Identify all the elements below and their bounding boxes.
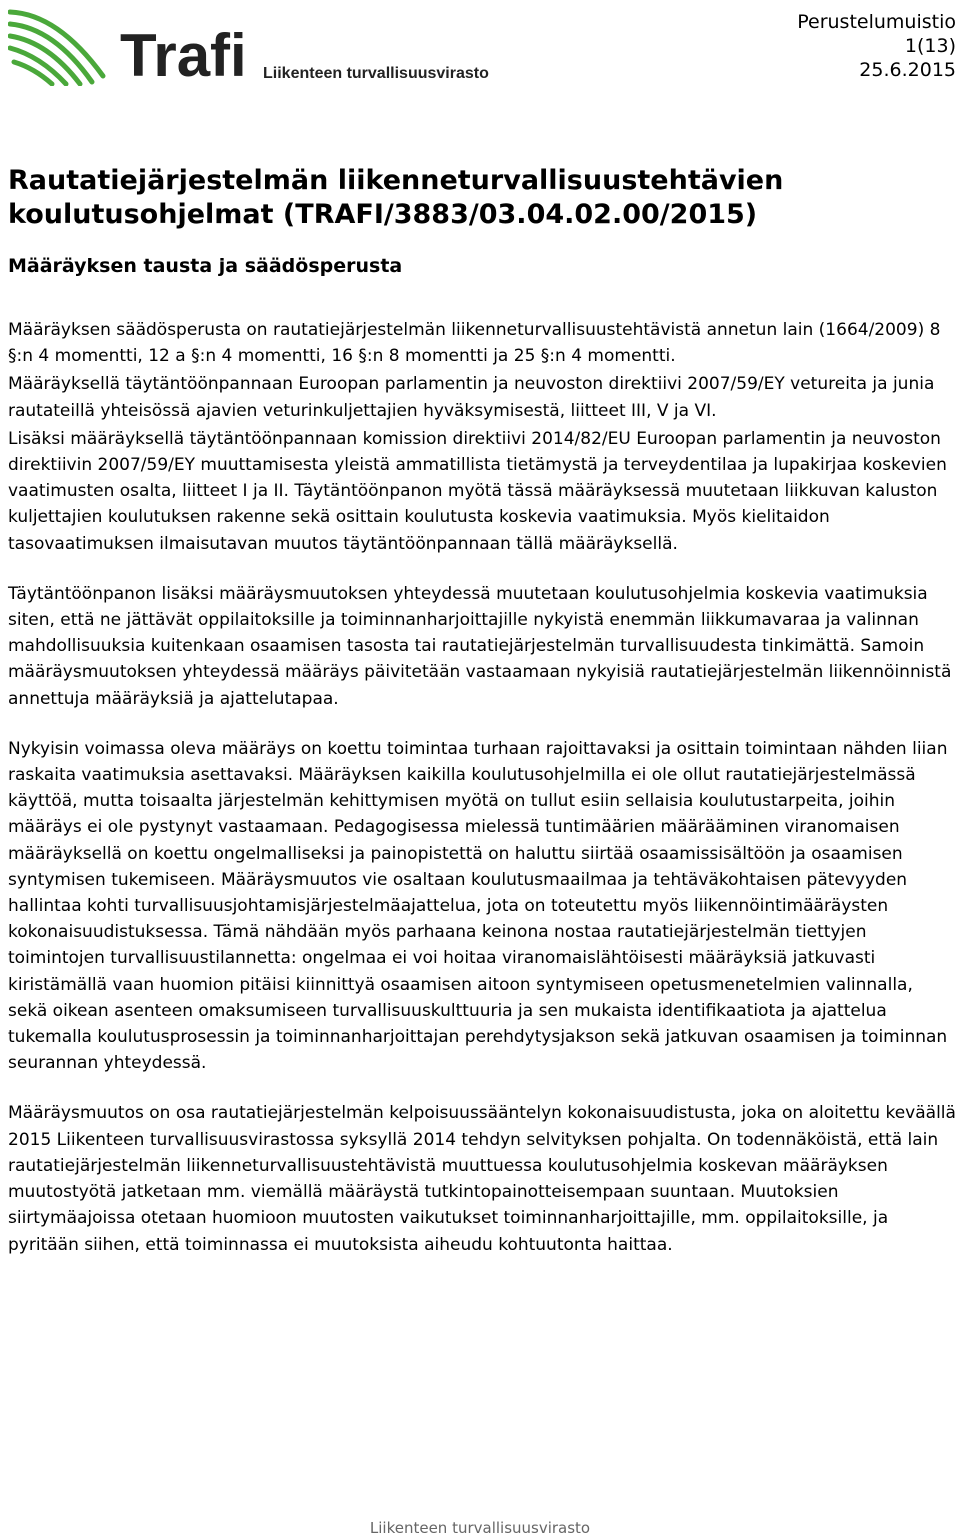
paragraph-directive-2007-59: Määräyksellä täytäntöönpannaan Euroopan parlamentin ja neuvoston direktiivi 2007/59/EY vetureita ja junia rautateillä yhteisössä ajavien veturinkuljettajien hyväksymisestä, liitteet III, V ja VI. bbox=[8, 374, 935, 421]
document-type: Perustelumuistio bbox=[797, 11, 956, 33]
paragraph-directive-2014-82: Lisäksi määräyksellä täytäntöönpannaan komission direktiivi 2014/82/EU Euroopan parlamentin ja neuvoston direktiivin 2007/59/EY muuttamisesta yleistä ammatillista tietämystä ja terveydentilaa ja lupakirjaa koskevien vaatimusten osalta, liitteet I ja II. Täytäntöönpanon myötä tässä määräyksessä muutetaan liikkuvan kaluston kuljettajien koulutuksen rakenne sekä osittain koulutusta koskevia vaatimuksia. Myös kielitaidon tasovaatimuksen ilmaisutavan muutos täytäntöönpannaan tällä määräyksellä. bbox=[8, 428, 947, 554]
logo-wordmark: Trafi bbox=[120, 22, 247, 86]
paragraph-reform: Määräysmuutos on osa rautatiejärjestelmän kelpoisuussääntelyn kokonaisuudistusta, joka on aloitettu keväällä 2015 Liikenteen turvallisuusvirastossa syksyllä 2014 tehdyn selvityksen pohjalta. On todennäköistä, että lain rautatiejärjestelmän liikenneturvallisuustehtävistä muuttuessa koulutusohjelmia koskevan määräyksen muutostyötä jatketaan mm. viemällä määräystä tutkintopainotteisempaan suuntaan. Muutoksien siirtymäajoissa otetaan huomioon muutosten vaikutukset toiminnanharjoittajille, mm. oppilaitoksille, ja pyritään siihen, että toiminnassa ei muutoksista aiheudu kohtuutonta haittaa. bbox=[8, 1103, 956, 1255]
document-meta bbox=[797, 10, 956, 82]
page-number: 1(13) bbox=[904, 35, 956, 57]
paragraph-legal-basis: Määräyksen säädösperusta on rautatiejärjestelmän liikenneturvallisuustehtävistä annetun lain (1664/2009) 8 §:n 4 momentti, 12 a §:n 4 momentti, 16 §:n 8 momentti ja 25 §:n 4 momentti. bbox=[8, 320, 941, 367]
page-footer: Liikenteen turvallisuusvirasto bbox=[369, 1519, 591, 1537]
logo-tagline: Liikenteen turvallisuusvirasto bbox=[263, 65, 489, 82]
paragraph-current-regulation: Nykyisin voimassa oleva määräys on koettu toimintaa turhaan rajoittavaksi ja osittain toimintaan nähden liian raskaita vaatimuksia asettavaksi. Määräyksen kaikilla koulutusohjelmilla ei ole ollut rautatiejärjestelmässä käyttöä, mutta toisaalta järjestelmän kehittymisen myötä on tullut esiin sellaisia koulutustarpeita, joihin määräys ei ole pystynyt vastaamaan. Pedagogisessa mielessä tuntimäärien määrääminen viranomaisen määräyksellä on koettu ongelmalliseksi ja painopistettä on haluttu siirtää osaamissisältöön ja osaamisen syntymisen tukemiseen. Määräysmuutos vie osaltaan koulutusmaailmaa ja tehtäväkohtaisen pätevyyden hallintaa kohti turvallisuusjohtamisjärjestelmäajattelua, jota on toteutettu myös liikennöintimääräysten kokonaisuudistuksessa. Tämä nähdään myös parhaana keinona nostaa rautatiejärjestelmän tiettyjen toimintojen turvallisuustilannetta: ongelmaa ei voi hoitaa viranomaislähtöisesti määräyksiä jatkuvasti kiristämällä vaan huomion pitäisi kiinnittyä osaamisen aitoon syntymiseen opetusmenetelmien valinnalla, sekä oikean asenteen omaksumiseen turvallisuuskulttuuria ja sen mukaista identifikaatiota ja ajattelua tukemalla koulutusprosessin ja toiminnanharjoittajan perehdytysjakson sekä jatkuvan osaamisen ja toiminnan seurannan yhteydessä. bbox=[8, 738, 948, 1074]
paragraph-implementation: Täytäntöönpanon lisäksi määräysmuutoksen yhteydessä muutetaan koulutusohjelmia koskevia vaatimuksia siten, että ne jättävät oppilaitoksille ja toiminnanharjoittajille nykyistä enemmän liikkumavaraa ja valinnan mahdollisuuksia kuitenkaan osaamisen tasosta tai rautatiejärjestelmän turvallisuudesta tinkimättä. Samoin määräysmuutoksen yhteydessä määräys päivitetään vastaamaan nykyisiä rautatiejärjestelmän liikennöinnistä annettuja määräyksiä ja ajattelutapaa. bbox=[8, 583, 952, 709]
trafi-logo bbox=[8, 6, 508, 86]
section-heading: Määräyksen tausta ja säädösperusta bbox=[8, 255, 403, 277]
trafi-logo-mark bbox=[8, 6, 508, 86]
document-body bbox=[8, 317, 956, 1258]
document-date: 25.6.2015 bbox=[859, 59, 956, 81]
document-title: Rautatiejärjestelmän liikenneturvallisuustehtävien koulutusohjelmat (TRAFI/3883/03.04.02.00/2015) bbox=[8, 165, 784, 230]
